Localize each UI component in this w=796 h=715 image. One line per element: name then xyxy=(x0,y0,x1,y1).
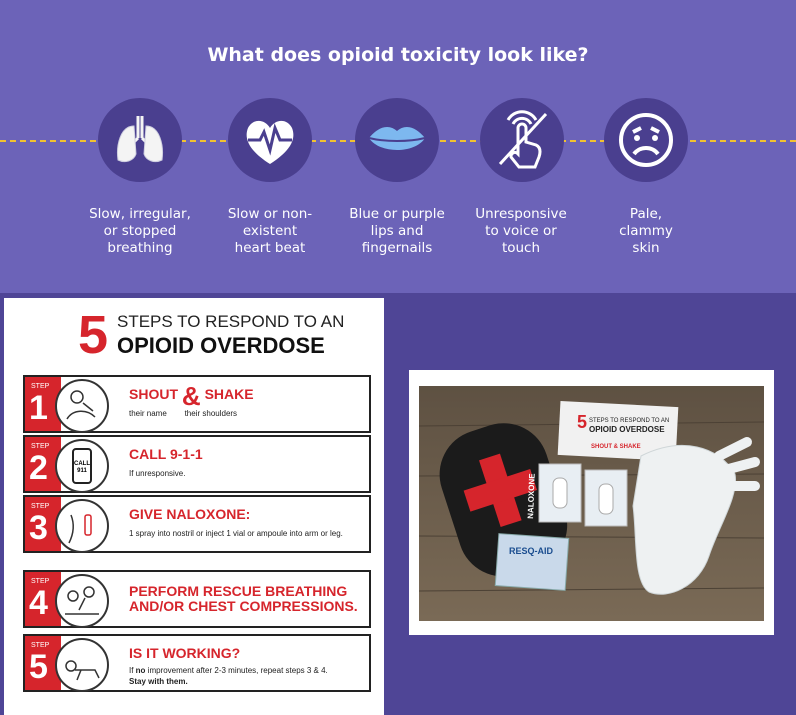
sad-face-icon xyxy=(604,98,688,182)
step-subtext: If no improvement after 2-3 minutes, repeat steps 3 & 4. xyxy=(129,666,328,675)
overdose-steps-poster xyxy=(4,298,384,715)
step-heading: SHOUT & SHAKE xyxy=(129,381,254,411)
shake-person-icon xyxy=(55,379,109,433)
step-heading: CALL 9-1-1 xyxy=(129,446,203,462)
step-subtext: If unresponsive. xyxy=(129,469,186,478)
step-subtext: 1 spray into nostril or inject 1 vial or ampoule into arm or leg. xyxy=(129,529,343,538)
svg-text:CALL: CALL xyxy=(74,461,90,467)
poster-title-line2: OPIOID OVERDOSE xyxy=(117,333,325,358)
step-heading: GIVE NALOXONE: xyxy=(129,506,251,522)
svg-text:OPIOID OVERDOSE: OPIOID OVERDOSE xyxy=(589,425,665,434)
symptom-caption-lips: Blue or purple lips and fingernails xyxy=(349,206,445,256)
step-tab: STEP 5 xyxy=(25,636,61,690)
svg-text:RESQ-AID: RESQ-AID xyxy=(509,546,554,556)
step-subtext: their name their shoulders xyxy=(129,409,238,418)
step-tab: STEP 4 xyxy=(25,572,61,626)
kit-image xyxy=(419,386,764,621)
symptom-caption-heartbeat: Slow or non- existent heart beat xyxy=(227,206,313,256)
step-row-5 xyxy=(23,634,371,692)
symptom-caption-skin: Pale, clammy skin xyxy=(619,206,673,256)
step-heading: PERFORM RESCUE BREATHING AND/OR CHEST COMPRESSIONS. xyxy=(129,583,358,614)
svg-text:5: 5 xyxy=(577,412,588,432)
svg-text:NALOXONE: NALOXONE xyxy=(526,473,537,519)
touch-icon xyxy=(480,98,564,182)
step-row-4 xyxy=(23,570,371,628)
step-row-1 xyxy=(23,375,371,433)
svg-text:SHOUT & SHAKE: SHOUT & SHAKE xyxy=(591,444,641,450)
symptom-caption-unresponsive: Unresponsive to voice or touch xyxy=(475,206,567,256)
step-tab: STEP 3 xyxy=(25,497,61,551)
recovery-position-icon xyxy=(55,638,109,692)
nasal-spray-icon xyxy=(55,499,109,553)
section-title: What does opioid toxicity look like? xyxy=(207,44,589,66)
lungs-icon xyxy=(98,98,182,182)
poster-title-line1: STEPS TO RESPOND TO AN xyxy=(117,312,345,331)
step-heading: IS IT WORKING? xyxy=(129,645,241,661)
symptom-caption-breathing: Slow, irregular, or stopped breathing xyxy=(89,206,191,256)
step-row-3 xyxy=(23,495,371,553)
svg-text:STEPS TO RESPOND TO AN: STEPS TO RESPOND TO AN xyxy=(589,418,670,424)
step-row-2 xyxy=(23,435,371,493)
naloxone-kit-photo xyxy=(409,370,774,635)
phone-icon xyxy=(55,439,109,493)
lips-icon xyxy=(355,98,439,182)
step-tab: STEP 2 xyxy=(25,437,61,491)
heart-icon xyxy=(228,98,312,182)
step-subtext-emphasis: Stay with them. xyxy=(129,677,188,686)
step-tab: STEP 1 xyxy=(25,377,61,431)
svg-text:911: 911 xyxy=(77,468,87,474)
poster-number: 5 xyxy=(78,305,109,365)
rescue-breathing-icon xyxy=(55,574,109,628)
